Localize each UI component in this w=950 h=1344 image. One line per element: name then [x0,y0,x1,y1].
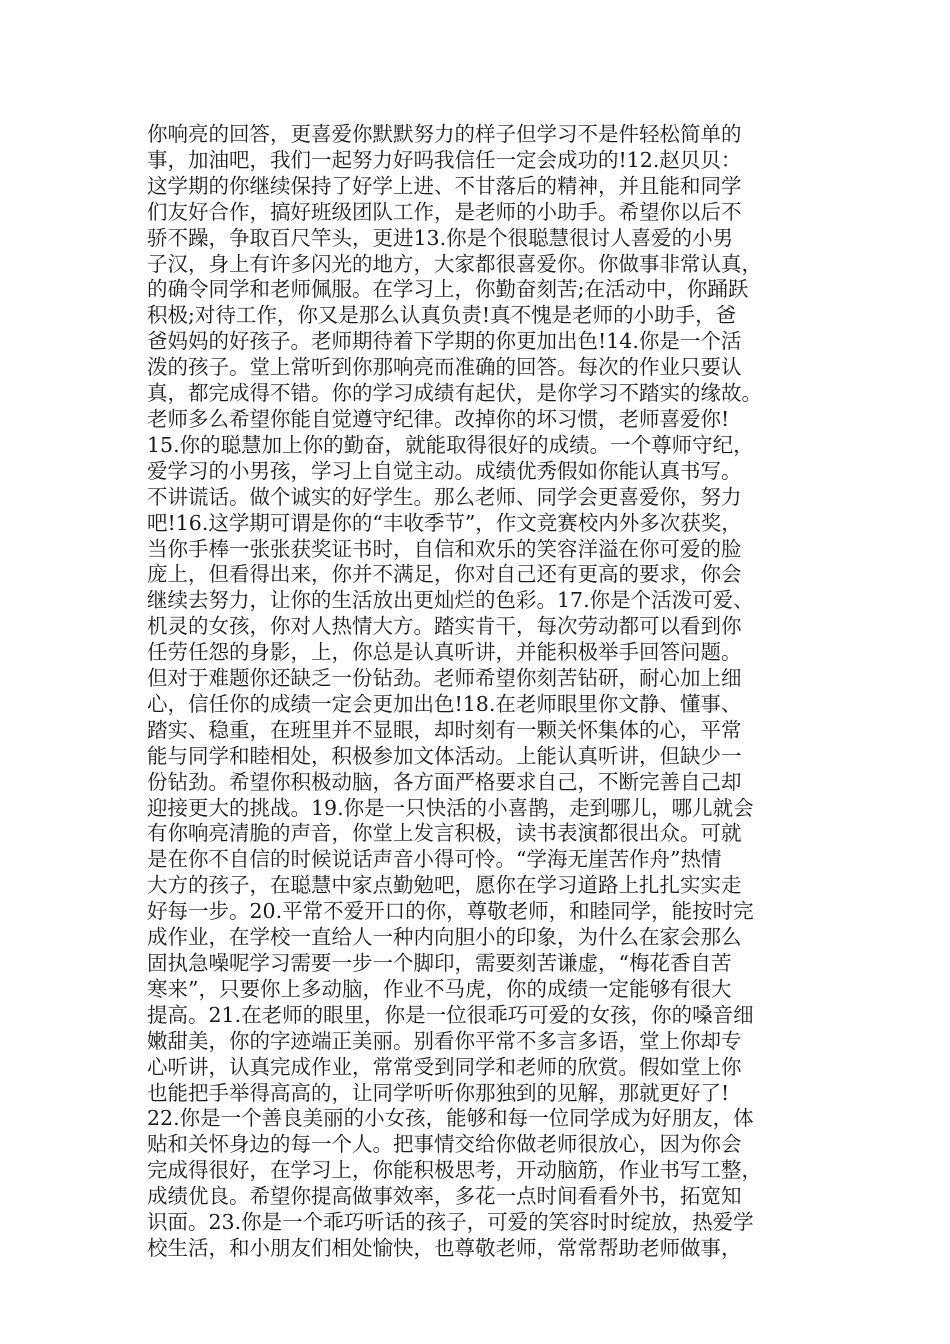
text-line: 份钻劲。希望你积极动脑，各方面严格要求自己，不断完善自己却 [147,769,742,794]
text-line: 事，加油吧，我们一起努力好吗我信任一定会成功的!12.赵贝贝： [147,147,742,172]
text-line: 骄不躁，争取百尺竿头，更进13.你是个很聪慧很讨人喜爱的小男 [147,225,734,250]
text-line: 当你手棒一张张获奖证书时，自信和欢乐的笑容洋溢在你可爱的脸 [147,536,742,561]
text-line: 这学期的你继续保持了好学上进、不甘落后的精神，并且能和同学 [147,173,742,198]
text-line: 泼的孩子。堂上常听到你那响亮而准确的回答。每次的作业只要认 [147,355,742,380]
text-line: 也能把手举得高高的，让同学听听你那独到的见解，那就更好了! [147,1080,730,1105]
text-line: 你响亮的回答，更喜爱你默默努力的样子但学习不是件轻松简单的 [147,122,742,146]
text-line: 15.你的聪慧加上你的勤奋，就能取得很好的成绩。一个尊师守纪， [147,432,754,457]
text-line: 庞上，但看得出来，你并不满足，你对自己还有更高的要求，你会 [147,562,742,587]
text-line: 心，信任你的成绩一定会更加出色!18.在老师眼里你文静、懂事、 [147,691,742,716]
text-line: 固执急噪呢学习需要一步一个脚印，需要刻苦谦虚，“梅花香自苦 [147,951,732,975]
text-line: 心听讲，认真完成作业，常常受到同学和老师的欣赏。假如堂上你 [147,1054,742,1079]
text-line: 老师多么希望你能自觉遵守纪律。改掉你的坏习惯，老师喜爱你! [147,406,730,431]
text-line: 吧!16.这学期可谓是你的“丰收季节”，作文竞赛校内外多次获奖， [147,510,742,535]
text-line: 任劳任怨的身影，上，你总是认真听讲，并能积极举手回答问题。 [147,640,742,665]
text-line: 校生活，和小朋友们相处愉快，也尊敬老师，常常帮助老师做事， [147,1235,742,1260]
text-line: 子汉，身上有许多闪光的地方，大家都很喜爱你。你做事非常认真， [147,251,762,276]
text-line: 成作业，在学校一直给人一种内向胆小的印象，为什么在家会那么 [147,925,742,950]
text-line: 爸妈妈的好孩子。老师期待着下学期的你更加出色!14.你是一个活 [147,329,742,354]
text-line: 但对于难题你还缺乏一份钻劲。老师希望你刻苦钻研，耐心加上细 [147,666,742,691]
body-text [147,122,827,1262]
text-line: 迎接更大的挑战。19.你是一只快活的小喜鹊，走到哪儿，哪儿就会 [147,795,754,820]
text-line: 有你响亮清脆的声音，你堂上发言积极，读书表演都很出众。可就 [147,821,742,846]
text-line: 的确令同学和老师佩服。在学习上，你勤奋刻苦;在活动中，你踊跃 [147,277,749,302]
text-line: 爱学习的小男孩，学习上自觉主动。成绩优秀假如你能认真书写。 [147,458,742,483]
text-line: 22.你是一个善良美丽的小女孩，能够和每一位同学成为好朋友，体 [147,1106,754,1131]
text-line: 真，都完成得不错。你的学习成绩有起伏，是你学习不踏实的缘故。 [147,381,762,406]
text-line: 成绩优良。希望你提高做事效率，多花一点时间看看外书，拓宽知 [147,1184,742,1209]
text-line: 积极;对待工作，你又是那么认真负责!真不愧是老师的小助手，爸 [147,303,737,328]
text-line: 好每一步。20.平常不爱开口的你，尊敬老师，和睦同学，能按时完 [147,899,754,924]
text-line: 能与同学和睦相处，积极参加文体活动。上能认真听讲，但缺少一 [147,743,742,768]
text-line: 不讲谎话。做个诚实的好学生。那么老师、同学会更喜爱你，努力 [147,484,742,509]
text-line: 们友好合作，搞好班级团队工作，是老师的小助手。希望你以后不 [147,199,742,224]
text-line: 踏实、稳重，在班里并不显眼，却时刻有一颗关怀集体的心，平常 [147,717,742,742]
text-line: 提高。21.在老师的眼里，你是一位很乖巧可爱的女孩，你的嗓音细 [147,1002,754,1027]
text-line: 嫩甜美，你的字迹端正美丽。别看你平常不多言多语，堂上你却专 [147,1028,742,1053]
text-line: 大方的孩子，在聪慧中家点勤勉吧，愿你在学习道路上扎扎实实走 [147,873,742,898]
text-line: 机灵的女孩，你对人热情大方。踏实肯干，每次劳动都可以看到你 [147,614,742,639]
text-line: 完成得很好，在学习上，你能积极思考，开动脑筋，作业书写工整， [147,1158,762,1183]
text-line: 寒来”，只要你上多动脑，作业不马虎，你的成绩一定能够有很大 [147,976,732,1001]
text-line: 是在你不自信的时候说话声音小得可怜。“学海无崖苦作舟”热情 [147,847,722,872]
text-line: 识面。23.你是一个乖巧听话的孩子，可爱的笑容时时绽放，热爱学 [147,1210,754,1235]
text-line: 贴和关怀身边的每一个人。把事情交给你做老师很放心，因为你会 [147,1132,742,1157]
text-line: 继续去努力，让你的生活放出更灿烂的色彩。17.你是个活泼可爱、 [147,588,754,613]
